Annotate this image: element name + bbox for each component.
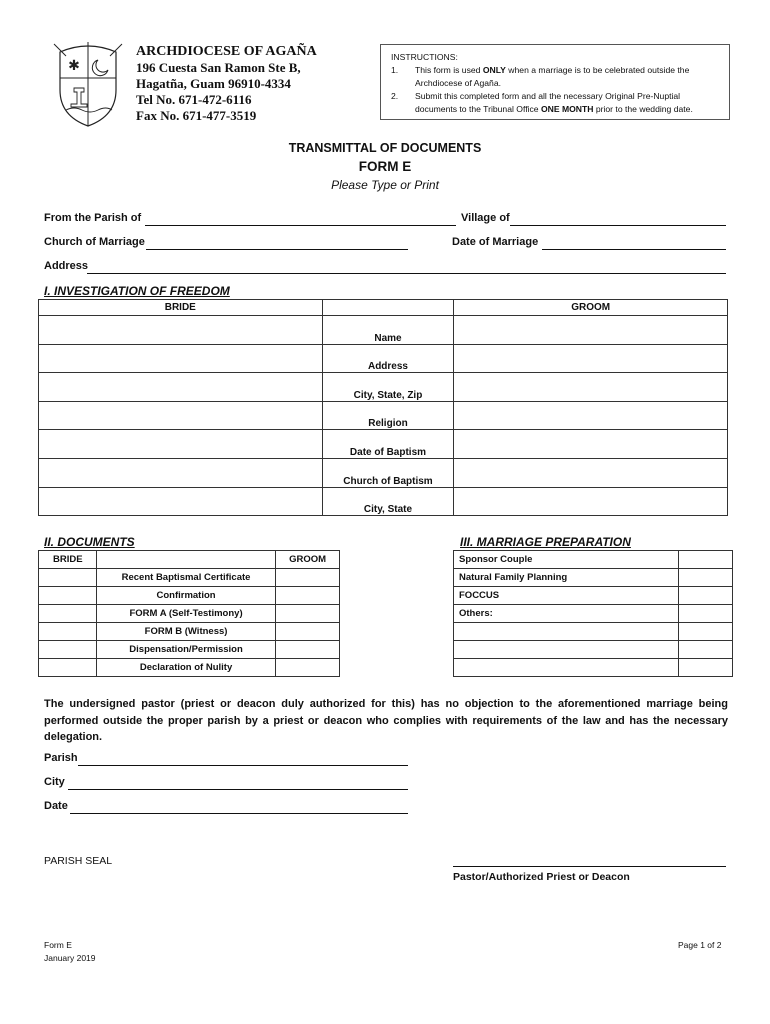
bride-header: BRIDE bbox=[39, 300, 323, 316]
instructions-box bbox=[380, 44, 730, 120]
groom-city-cell[interactable] bbox=[454, 373, 728, 402]
groom-baptismal-cert-check[interactable] bbox=[276, 569, 340, 587]
bride-form-a-check[interactable] bbox=[39, 605, 97, 623]
org-address-line1: 196 Cuesta San Ramon Ste B, bbox=[136, 60, 301, 75]
prep-label-others: Others: bbox=[454, 605, 679, 623]
documents-blank-header bbox=[96, 551, 275, 569]
section-1-title: I. INVESTIGATION OF FREEDOM bbox=[44, 284, 230, 298]
row-label-city-state-zip: City, State, Zip bbox=[322, 373, 454, 402]
prep-blank-row-3[interactable] bbox=[454, 659, 679, 677]
groom-dispensation-check[interactable] bbox=[276, 641, 340, 659]
parish-label: From the Parish of bbox=[44, 212, 142, 224]
bride-baptism-city-cell[interactable] bbox=[39, 487, 323, 516]
bride-city-cell[interactable] bbox=[39, 373, 323, 402]
bride-dispensation-check[interactable] bbox=[39, 641, 97, 659]
marriage-preparation-table bbox=[453, 550, 733, 677]
bride-baptism-date-cell[interactable] bbox=[39, 430, 323, 459]
archdiocese-crest-logo bbox=[52, 38, 124, 128]
documents-table bbox=[38, 550, 340, 677]
doc-label-confirmation: Confirmation bbox=[96, 587, 275, 605]
prep-nfp-cell[interactable] bbox=[679, 569, 733, 587]
groom-header: GROOM bbox=[454, 300, 728, 316]
org-name: ARCHDIOCESE OF AGAÑA bbox=[136, 44, 317, 59]
doc-label-form-a: FORM A (Self-Testimony) bbox=[96, 605, 275, 623]
prep-blank-row-2[interactable] bbox=[454, 641, 679, 659]
prep-sponsor-couple-cell[interactable] bbox=[679, 551, 733, 569]
address-input-line[interactable] bbox=[87, 273, 726, 274]
bride-nullity-check[interactable] bbox=[39, 659, 97, 677]
row-label-date-of-baptism: Date of Baptism bbox=[322, 430, 454, 459]
pastor-statement: The undersigned pastor (priest or deacon duly authorized for this) has no objection to the aforementioned marriage being performed outside the proper parish by a priest or deacon who complies with requirements of the law and has the necessary delegation. bbox=[44, 698, 728, 743]
form-title: TRANSMITTAL OF DOCUMENTS bbox=[288, 141, 482, 155]
instruction-2-number: 2. bbox=[391, 91, 399, 101]
church-of-marriage-input-line[interactable] bbox=[146, 249, 408, 250]
archdiocese-info bbox=[136, 44, 317, 124]
date-of-marriage-input-line[interactable] bbox=[542, 249, 726, 250]
sign-parish-input-line[interactable] bbox=[78, 765, 408, 766]
groom-baptism-city-cell[interactable] bbox=[454, 487, 728, 516]
groom-form-b-check[interactable] bbox=[276, 623, 340, 641]
prep-blank-cell-2[interactable] bbox=[679, 641, 733, 659]
instruction-2-emphasis: ONE MONTH bbox=[540, 104, 594, 114]
org-address-line2: Hagatña, Guam 96910-4334 bbox=[136, 76, 291, 91]
org-tel: Tel No. 671-472-6116 bbox=[136, 92, 252, 107]
village-label: Village of bbox=[461, 212, 510, 224]
pastor-signature-line[interactable] bbox=[453, 866, 726, 867]
footer-page-number: Page 1 of 2 bbox=[678, 940, 722, 950]
row-label-name: Name bbox=[322, 316, 454, 345]
doc-label-declaration-of-nullity: Declaration of Nulity bbox=[96, 659, 275, 677]
row-label-address: Address bbox=[322, 344, 454, 373]
prep-blank-cell-3[interactable] bbox=[679, 659, 733, 677]
bride-religion-cell[interactable] bbox=[39, 401, 323, 430]
prep-label-sponsor-couple: Sponsor Couple bbox=[454, 551, 679, 569]
instruction-2-text: Submit this completed form and all the necessary Original Pre-Nuptial documents to the Tribunal Office bbox=[415, 91, 681, 114]
prep-foccus-cell[interactable] bbox=[679, 587, 733, 605]
prep-blank-cell-1[interactable] bbox=[679, 623, 733, 641]
address-label: Address bbox=[44, 260, 89, 272]
date-of-marriage-label: Date of Marriage bbox=[452, 236, 539, 248]
svg-text:✱: ✱ bbox=[68, 57, 80, 73]
documents-groom-header: GROOM bbox=[276, 551, 340, 569]
pastor-signature-label: Pastor/Authorized Priest or Deacon bbox=[453, 871, 630, 883]
prep-blank-row-1[interactable] bbox=[454, 623, 679, 641]
church-of-marriage-label: Church of Marriage bbox=[44, 236, 145, 248]
form-instruction-note: Please Type or Print bbox=[331, 178, 439, 192]
bride-form-b-check[interactable] bbox=[39, 623, 97, 641]
groom-name-cell[interactable] bbox=[454, 316, 728, 345]
section-3-title: III. MARRIAGE PREPARATION bbox=[460, 535, 631, 549]
prep-label-nfp: Natural Family Planning bbox=[454, 569, 679, 587]
groom-baptism-church-cell[interactable] bbox=[454, 458, 728, 487]
groom-baptism-date-cell[interactable] bbox=[454, 430, 728, 459]
doc-label-form-b: FORM B (Witness) bbox=[96, 623, 275, 641]
instruction-1-number: 1. bbox=[391, 65, 399, 75]
footer-form-name: Form E bbox=[44, 940, 72, 950]
investigation-table bbox=[38, 299, 728, 516]
instruction-item-2 bbox=[391, 90, 719, 116]
sign-date-input-line[interactable] bbox=[70, 813, 408, 814]
row-label-city-state: City, State bbox=[322, 487, 454, 516]
sign-city-input-line[interactable] bbox=[68, 789, 408, 790]
footer-form-date: January 2019 bbox=[44, 953, 96, 963]
blank-header bbox=[322, 300, 454, 316]
instruction-1-text-end: when a marriage is to be celebrated outside the Archdiocese of Agaña. bbox=[415, 65, 690, 88]
org-fax: Fax No. 671-477-3519 bbox=[136, 108, 257, 123]
parish-input-line[interactable] bbox=[145, 225, 456, 226]
sign-parish-label: Parish bbox=[44, 752, 78, 764]
doc-label-baptismal-certificate: Recent Baptismal Certificate bbox=[96, 569, 275, 587]
form-subtitle: FORM E bbox=[358, 159, 412, 174]
parish-seal-label: PARISH SEAL bbox=[44, 855, 113, 867]
village-input-line[interactable] bbox=[510, 225, 726, 226]
bride-address-cell[interactable] bbox=[39, 344, 323, 373]
bride-baptismal-cert-check[interactable] bbox=[39, 569, 97, 587]
row-label-church-of-baptism: Church of Baptism bbox=[322, 458, 454, 487]
instruction-item-1 bbox=[391, 64, 719, 90]
sign-city-label: City bbox=[44, 776, 65, 788]
groom-religion-cell[interactable] bbox=[454, 401, 728, 430]
bride-name-cell[interactable] bbox=[39, 316, 323, 345]
bride-confirmation-check[interactable] bbox=[39, 587, 97, 605]
row-label-religion: Religion bbox=[322, 401, 454, 430]
bride-baptism-church-cell[interactable] bbox=[39, 458, 323, 487]
instruction-1-emphasis: ONLY bbox=[482, 65, 506, 75]
prep-others-cell[interactable] bbox=[679, 605, 733, 623]
prep-label-foccus: FOCCUS bbox=[454, 587, 679, 605]
instructions-title: INSTRUCTIONS: bbox=[391, 52, 458, 62]
groom-form-a-check[interactable] bbox=[276, 605, 340, 623]
groom-nullity-check[interactable] bbox=[276, 659, 340, 677]
documents-bride-header: BRIDE bbox=[39, 551, 97, 569]
doc-label-dispensation: Dispensation/Permission bbox=[96, 641, 275, 659]
instruction-1-text: This form is used bbox=[415, 65, 483, 75]
section-2-title: II. DOCUMENTS bbox=[44, 535, 135, 549]
groom-address-cell[interactable] bbox=[454, 344, 728, 373]
sign-date-label: Date bbox=[44, 800, 68, 812]
groom-confirmation-check[interactable] bbox=[276, 587, 340, 605]
instruction-2-text-end: prior to the wedding date. bbox=[593, 104, 693, 114]
